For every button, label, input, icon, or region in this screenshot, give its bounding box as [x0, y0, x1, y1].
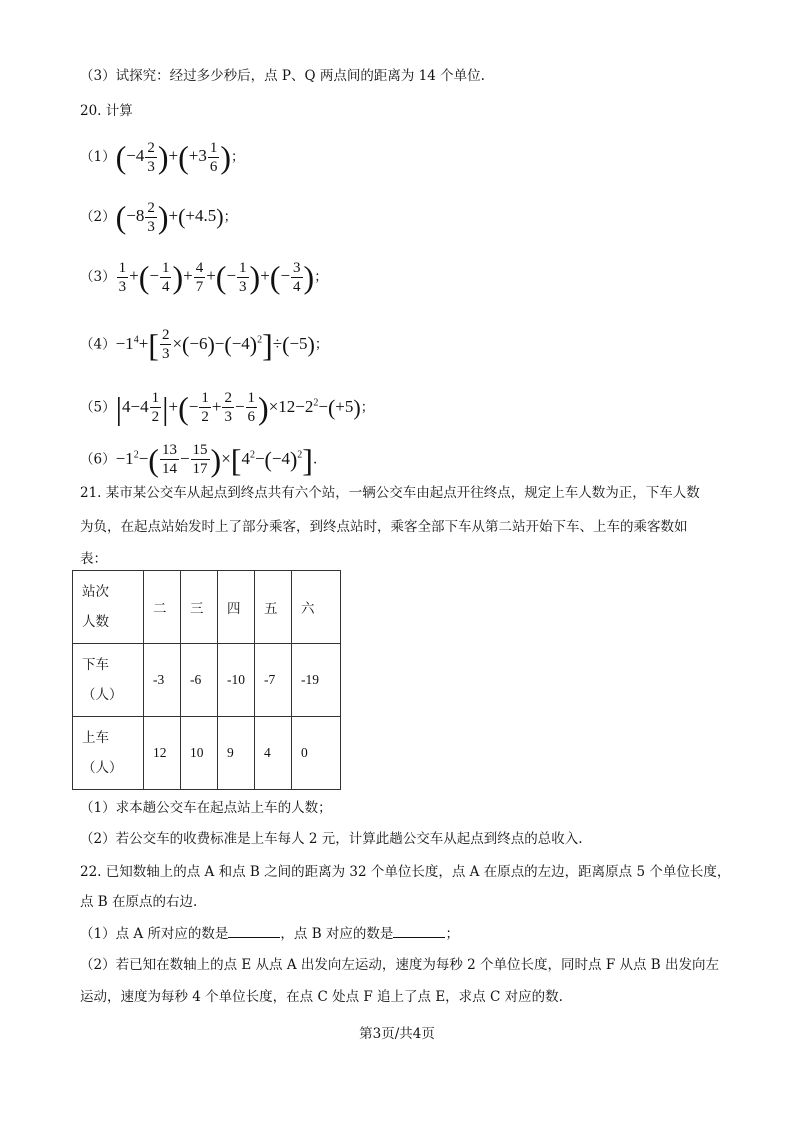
q20-part1-label: （1） — [80, 149, 116, 165]
q20-part1: （1）(−4 $\frac{2}{3}$ )+(+3 $\frac{1}{6}$ )； — [80, 139, 245, 176]
table-cell: -6 — [181, 644, 218, 717]
table-station-cell: 五 — [255, 571, 292, 644]
q22-line1: 22. 已知数轴上的点 A 和点 B 之间的距离为 32 个单位长度，点 A 在原点的左边，距离原点 5 个单位长度， — [80, 864, 731, 880]
table-cell: 4 — [255, 717, 292, 790]
table-cell: 9 — [218, 717, 255, 790]
table-row-label: 上车 （人） — [73, 717, 144, 790]
table-cell: 10 — [181, 717, 218, 790]
answer-blank-a[interactable] — [228, 923, 280, 938]
table-cell: -3 — [144, 644, 181, 717]
table-cell: 0 — [292, 717, 341, 790]
q20-part2-label: （2） — [80, 209, 116, 225]
table-cell: -19 — [292, 644, 341, 717]
q21-part1: （1）求本趟公交车在起点站上车的人数； — [80, 800, 332, 816]
q20-part4-label: （4） — [80, 336, 116, 353]
q21-line1: 21. 某市某公交车从起点到终点共有六个站，一辆公交车由起点开往终点，规定上车人数为正，下车人数 — [80, 485, 700, 501]
q20-part6-label: （6） — [80, 451, 116, 468]
q20-part5-label: （5） — [80, 399, 116, 416]
table-cell: 12 — [144, 717, 181, 790]
q20-part2: （2）(−8 $\frac{2}{3}$ )+(+4.5)； — [80, 199, 238, 236]
table-cell: -7 — [255, 644, 292, 717]
q22-part2-line1: （2）若已知在数轴上的点 E 从点 A 出发向左运动，速度为每秒 2 个单位长度，同时点 F 从点 B 出发向左 — [80, 957, 719, 973]
table-row — [73, 717, 341, 790]
q22-part2-line2: 运动，速度为每秒 4 个单位长度，在点 C 处点 F 追上了点 E，求点 C 对应的数. — [80, 989, 563, 1005]
page-footer: 第3页/共4页 — [359, 1026, 435, 1042]
table-station-cell: 六 — [292, 571, 341, 644]
q21-line2: 为负，在起点站始发时上了部分乘客，到终点站时，乘客全部下车从第二站开始下车、上车的乘客数如 — [80, 519, 688, 535]
q22-line2: 点 B 在原点的右边. — [80, 894, 198, 910]
q22-part1: （1）点 A 所对应的数是 ，点 B 对应的数是 ； — [80, 923, 459, 944]
table-station-cell: 四 — [218, 571, 255, 644]
table-corner-cell: 站次 人数 — [73, 571, 144, 644]
q21-part2: （2）若公交车的收费标准是上车每人 2 元，计算此趟公交车从起点到终点的总收入. — [80, 831, 583, 847]
table-header-row — [73, 571, 341, 644]
q19-part3: （3）试探究：经过多少秒后，点 P、Q 两点间的距离为 14 个单位. — [80, 68, 485, 84]
q20-title: 20. 计算 — [80, 103, 133, 119]
table-station-cell: 三 — [181, 571, 218, 644]
q20-part4: $(4)-1^4+$[ $\frac{2}{3}$ $\times(-6)-(-4)^2]\div(-5)$； — [80, 326, 329, 363]
q20-part3-label: （3） — [80, 269, 116, 285]
q20-part5: （5）|4−4 $\frac{1}{2}$ |+(− $\frac{1}{2}$ + $\frac{2}{3}$ − $\frac{1}{6}$ )$\times 12-2^2-(+5)$； — [80, 389, 375, 426]
table-row-label: 下车 （人） — [73, 644, 144, 717]
q20-part6: $(6)-1^2-$( $\frac{13}{14}$ − $\frac{15}{17}$ )$\times[4^2-(-4)^2]$. — [80, 441, 318, 478]
table-row — [73, 644, 341, 717]
q21-table — [72, 570, 341, 790]
table-cell: -10 — [218, 644, 255, 717]
answer-blank-b[interactable] — [393, 923, 445, 938]
q21-line3: 表： — [80, 551, 107, 567]
q20-part3: （3） $\frac{1}{3}$ +(− $\frac{1}{4}$ )+ $\frac{4}{7}$ +(− $\frac{1}{3}$ )+(− $\frac{3}{4}$ )； — [80, 259, 328, 296]
table-station-cell: 二 — [144, 571, 181, 644]
